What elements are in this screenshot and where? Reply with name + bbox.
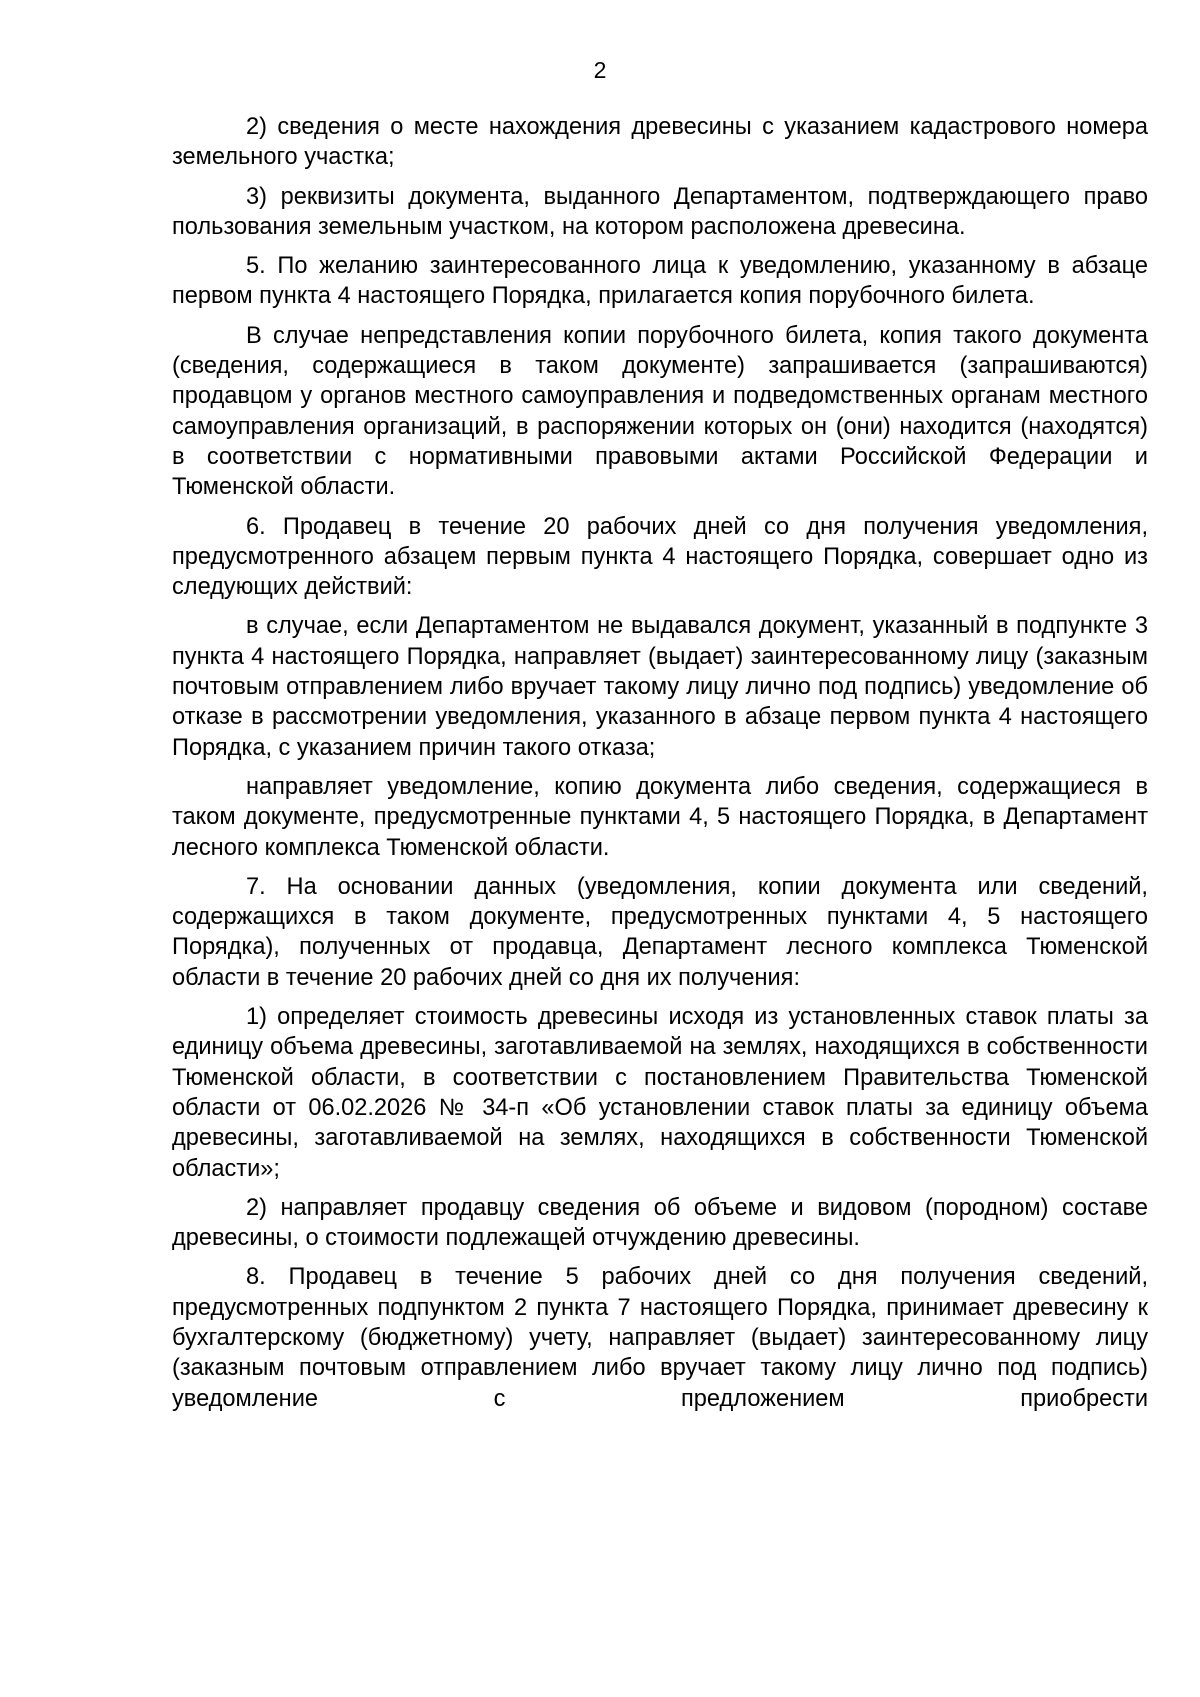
paragraph-item-5: 5. По желанию заинтересованного лица к уведомлению, указанному в абзаце первом пункта 4 настоящего Порядка, прилагается копия порубочного билета. <box>172 253 1148 310</box>
paragraph-item-7-subitem-2: 2) направляет продавцу сведения об объеме и видовом (породном) составе древесины, о стоимости подлежащей отчуждению древесины. <box>172 1194 1148 1252</box>
paragraph-item-6-forwarding: направляет уведомление, копию документа либо сведения, содержащиеся в таком документе, предусмотренные пунктами 4, 5 настоящего Порядка, в Департамент лесного комплекса Тюменской области. <box>172 773 1148 861</box>
paragraph-item-5-copy-request: В случае непредставления копии порубочного билета, копия такого документа (сведения, содержащиеся в таком документе) запрашивается (запрашиваются) продавцом у органов местного самоуправления и подведомственных органам местного самоуправления организаций, в распоряжении которых он (они) находится (находятся) в соответствии с нормативными правовыми актами Российской Федерации и Тюменской области. <box>172 322 1148 501</box>
paragraph-subitem-2-location: 2) сведения о месте нахождения древесины с указанием кадастрового номера земельного участка; <box>172 114 1148 171</box>
paragraph-item-7: 7. На основании данных (уведомления, копии документа или сведений, содержащихся в таком документе, предусмотренных пунктами 4, 5 настоящего Порядка), полученных от продавца, Департамент лесного комплекса Тюменской области в течение 20 рабочих дней со дня их получения: <box>172 873 1148 991</box>
document-body <box>172 112 1148 1414</box>
paragraph-item-7-subitem-1: 1) определяет стоимость древесины исходя из установленных ставок платы за единицу объема древесины, заготавливаемой на землях, находящихся в собственности Тюменской области, в соответствии с постановлением Правительства Тюменской области от 06.02.2026 № 34-п «Об установлении ставок платы за единицу объема древесины, заготавливаемой на землях, находящихся в собственности Тюменской области»; <box>172 1004 1148 1182</box>
page-number: 2 <box>593 57 607 83</box>
paragraph-item-6: 6. Продавец в течение 20 рабочих дней со дня получения уведомления, предусмотренного абзацем первым пункта 4 настоящего Порядка, совершает одно из следующих действий: <box>172 513 1148 601</box>
paragraph-item-8: 8. Продавец в течение 5 рабочих дней со дня получения сведений, предусмотренных подпунктом 2 пункта 7 настоящего Порядка, принимает древесину к бухгалтерскому (бюджетному) учету, направляет (выдает) заинтересованному лицу (заказным почтовым отправлением либо вручает такому лицу лично под подпись) уведомление с предложением приобрести <box>172 1264 1148 1412</box>
paragraph-item-6-refusal: в случае, если Департаментом не выдавался документ, указанный в подпункте 3 пункта 4 настоящего Порядка, направляет (выдает) заинтересованному лицу (заказным почтовым отправлением либо вручает такому лицу лично под подпись) уведомление об отказе в рассмотрении уведомления, указанного в абзаце первом пункта 4 настоящего Порядка, с указанием причин такого отказа; <box>172 613 1148 761</box>
paragraph-subitem-3-document-details: 3) реквизиты документа, выданного Департаментом, подтверждающего право пользования земельным участком, на котором расположена древесина. <box>172 183 1148 240</box>
